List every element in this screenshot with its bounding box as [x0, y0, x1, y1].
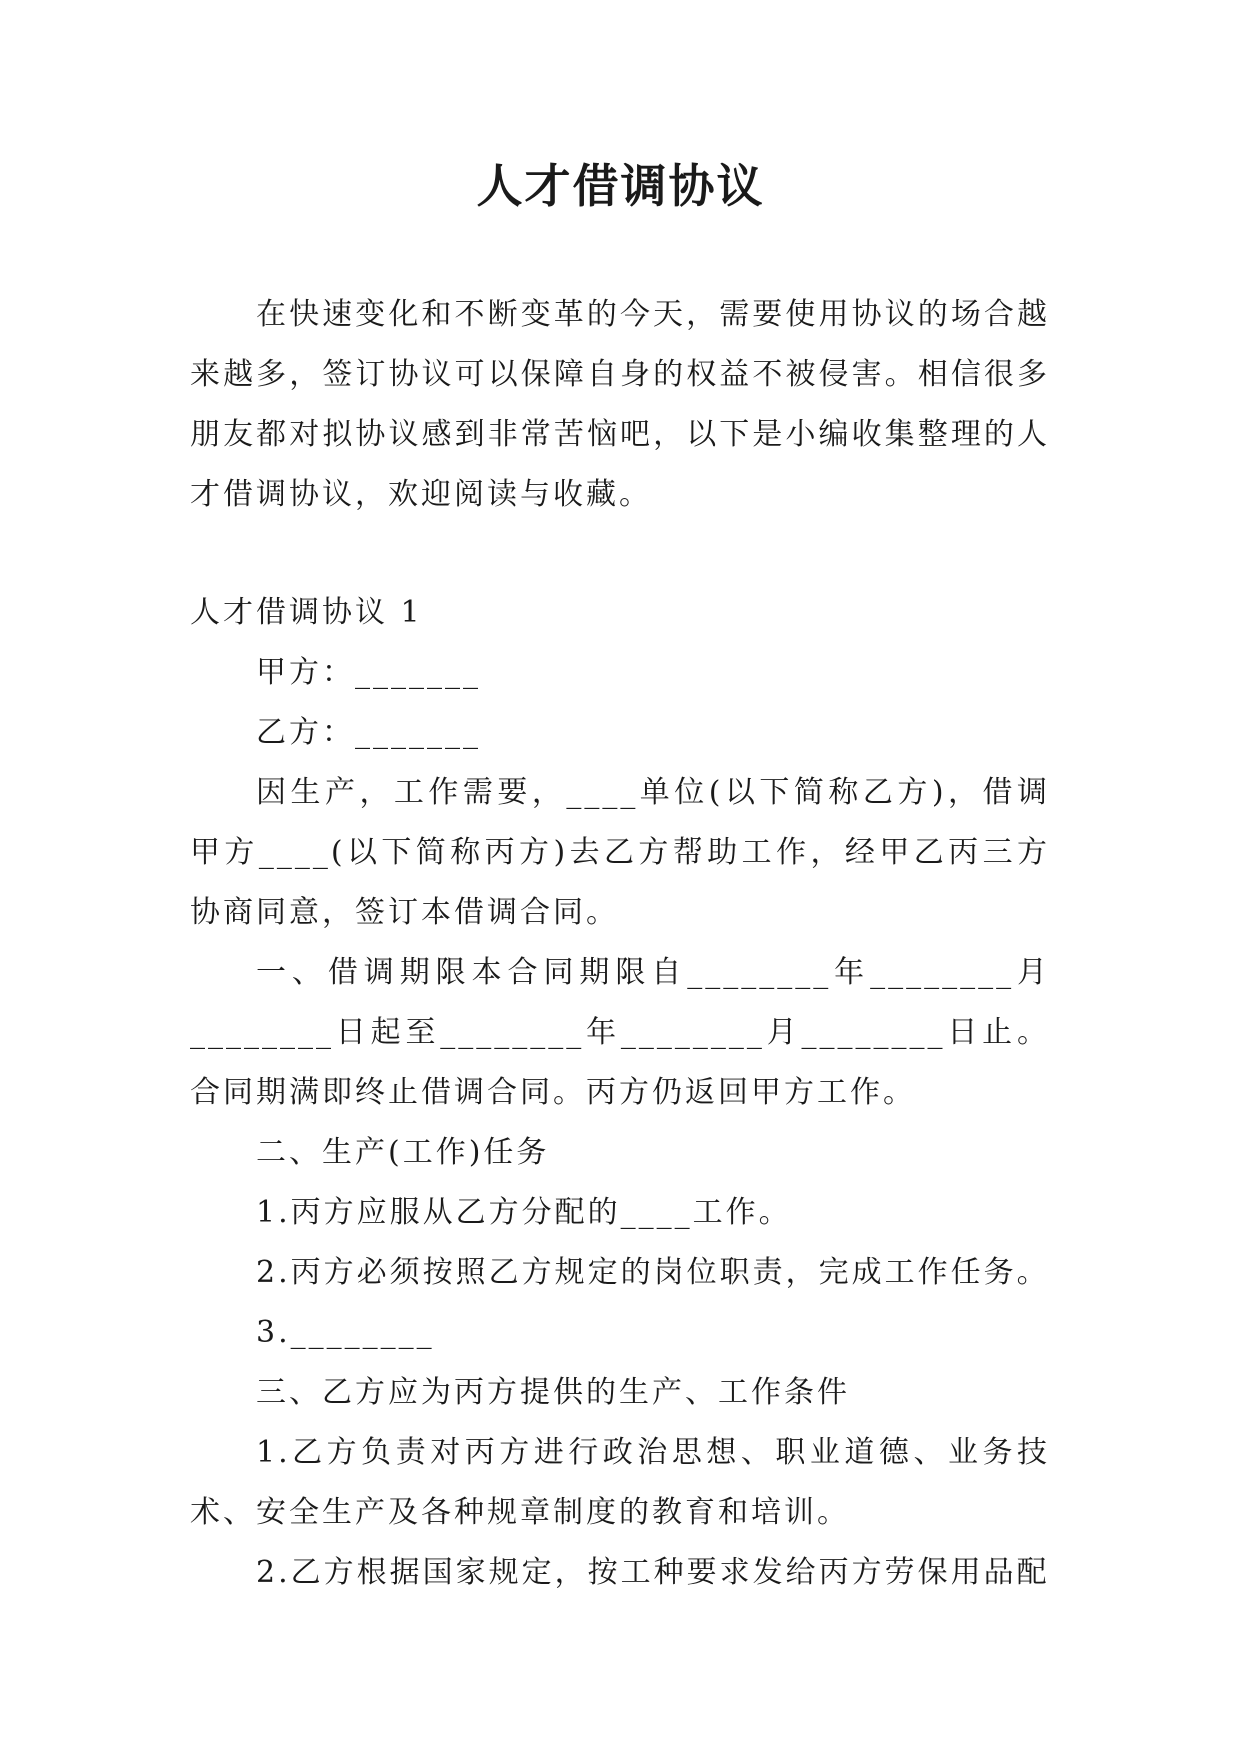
section-heading: 人才借调协议 1: [190, 595, 423, 630]
clause-3-item-2: 2.乙方根据国家规定，按工种要求发给丙方劳保用品配: [256, 1555, 1050, 1590]
clause-3-title: 三、乙方应为丙方提供的生产、工作条件: [256, 1375, 850, 1410]
preamble-paragraph: 因生产，工作需要，____单位(以下简称乙方)，借调甲方____(以下简称丙方)去乙方帮助工作，经甲乙丙三方协商同意，签订本借调合同。: [190, 775, 1050, 930]
clause-2-title: 二、生产(工作)任务: [256, 1135, 550, 1170]
party-a-line: 甲方：_______: [256, 655, 481, 690]
party-b-line: 乙方：_______: [256, 715, 481, 750]
document-title: 人才借调协议: [476, 159, 765, 213]
clause-1-paragraph: 一、借调期限本合同期限自________年________月________日起至________年________月________日止。合同期满即终止借调合同。丙方仍返回甲方工作。: [190, 955, 1050, 1110]
clause-2-item-3: 3.________: [256, 1315, 435, 1350]
clause-2-item-1: 1.丙方应服从乙方分配的____工作。: [256, 1195, 792, 1230]
clause-2-item-2: 2.丙方必须按照乙方规定的岗位职责，完成工作任务。: [256, 1255, 1050, 1290]
document-body: [190, 285, 1050, 1603]
clause-3-item-1: 1.乙方负责对丙方进行政治思想、职业道德、业务技术、安全生产及各种规章制度的教育和培训。: [190, 1435, 1050, 1530]
intro-paragraph: 在快速变化和不断变革的今天，需要使用协议的场合越来越多，签订协议可以保障自身的权益不被侵害。相信很多朋友都对拟协议感到非常苦恼吧，以下是小编收集整理的人才借调协议，欢迎阅读与收藏。: [190, 297, 1050, 512]
